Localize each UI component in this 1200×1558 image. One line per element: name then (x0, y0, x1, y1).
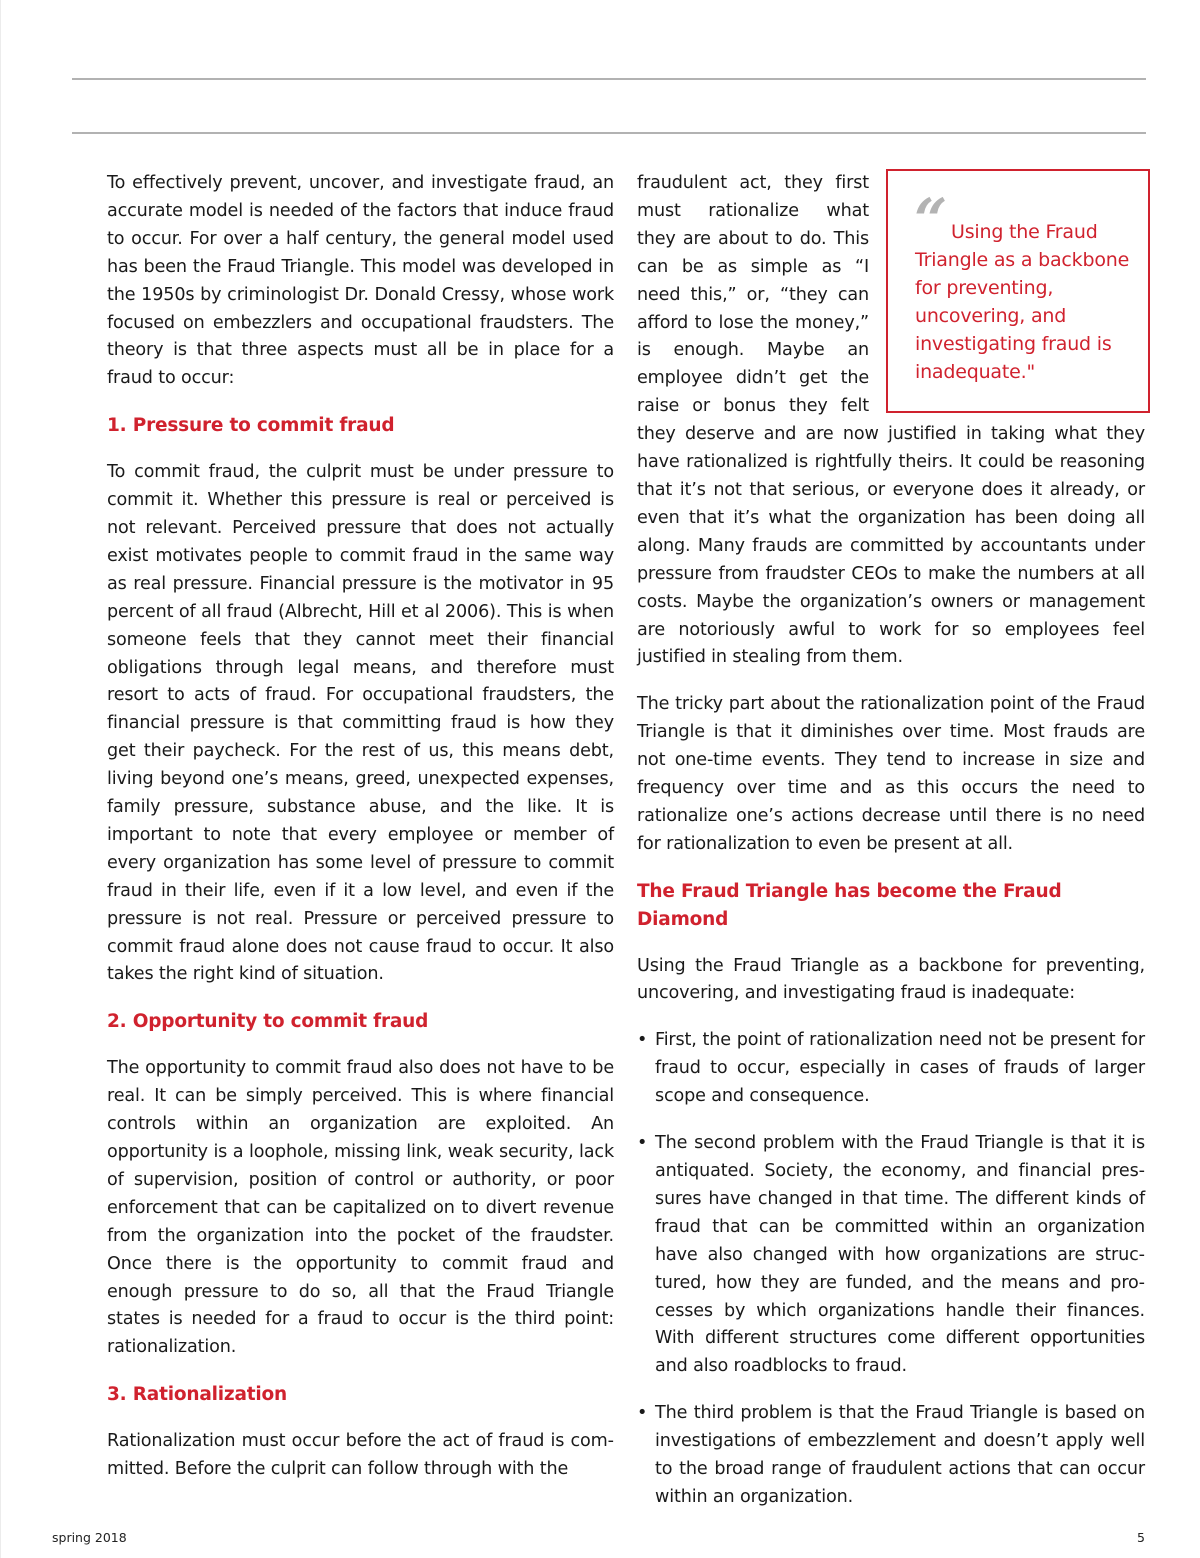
pull-quote-text (915, 218, 1137, 386)
list-item-text: The third problem is that the Fraud Triangle is based on investigations of embezzlement and doesn’t apply well to the broad range of fraudulent actions that can occur within an organization. (655, 1403, 1145, 1507)
section-heading-opportunity: 2. Opportunity to commit fraud (107, 1011, 429, 1033)
section-heading-fraud-diamond: The Fraud Triangle has become the Fraud Diamond (637, 880, 1062, 930)
list-item (637, 1400, 1145, 1512)
bullet-icon: • (637, 1403, 648, 1424)
list-item (637, 1130, 1145, 1381)
page-edge (0, 0, 1, 1558)
pressure-paragraph: To commit fraud, the culprit must be under pressure to commit it. Whether this pressure is real or perceived is not relevant. Perceived pressure that does not actually exist motivates people to commit fraud in the same way as real pressure. Financial pressure is the motivator in 95 percent of all fraud (Albrecht, Hill et al 2006). This is when someone feels that they cannot meet their financial obligations through legal means, and therefore must resort to acts of fraud. For occupational fraudsters, the financial pressure is that committing fraud is how they get their paycheck. For the rest of us, this means debt, living beyond one’s means, greed, unexpected expenses, family pressure, substance abuse, and the like. It is important to note that every employee or member of every organization has some level of pressure to commit fraud in their life, even if it a low level, and even if the pressure is not real. Pressure or perceived pressure to commit fraud alone does not cause fraud to occur. It also takes the right kind of situation. (107, 462, 614, 985)
left-column (107, 170, 614, 1484)
list-item-text: First, the point of rationalization need not be present for fraud to occur, especially in cases of frauds of larger scope and consequence. (655, 1030, 1145, 1107)
opportunity-paragraph: The opportunity to commit fraud also does not have to be real. It can be simply perceived. This is where financial controls within an organization are exploited. An opportunity is a loophole, missing link, weak security, lack of supervision, position of control or authority, or poor enforcement that can be capitalized on to divert revenue from the organization into the pocket of the fraudster. Once there is the opportunity to commit fraud and enough pressure to do so, all that the Fraud Triangle states is needed for a fraud to occur is the third point: rationalization. (107, 1058, 614, 1358)
rationalization-paragraph: Rationalization must occur before the act of fraud is committed. Before the culprit can follow through with the (107, 1431, 614, 1480)
rationalization-continued-paragraph: fraudulent act, they first must rationalize what they are about to do. This can be as simple as “I need this,” or, “they can afford to lose the money,” is enough. Maybe an employee didn’t get the raise or bonus they felt they deserve and are now justified in taking what they have rationalized is rightfully theirs. It could be reasoning that it’s not that serious, or everyone does it already, or even that it’s what the organization has been doing all along. Many frauds are committed by accountants under pressure from fraudster CEOs to make the numbers at all costs. Maybe the organization’s owners or management are notoriously awful to work for so employees feel justified in stealing from them. (637, 173, 1145, 668)
header-rule-top (72, 78, 1146, 80)
page-number: 5 (1137, 1530, 1145, 1545)
section-heading-rationalization: 3. Rationalization (107, 1384, 288, 1406)
section-heading-pressure: 1. Pressure to commit fraud (107, 415, 395, 437)
bullet-icon: • (637, 1030, 648, 1051)
footer-issue: spring 2018 (52, 1530, 127, 1545)
problems-list (637, 1027, 1145, 1512)
quote-mark-icon: “ (914, 186, 942, 254)
intro-paragraph: To effectively prevent, uncover, and investigate fraud, an accurate model is needed of the factors that induce fraud to occur. For over a half century, the general model used has been the Fraud Triangle. This model was developed in the 1950s by criminologist Dr. Donald Cressy, whose work focused on embezzlers and occupational fraudsters. The theory is that three aspects must all be in place for a fraud to occur: (107, 173, 614, 389)
list-item (637, 1027, 1145, 1111)
header-rule-bottom (72, 132, 1146, 134)
bullet-icon: • (637, 1133, 648, 1154)
pull-quote-body: Using the Fraud Triangle as a backbone for preventing, uncovering, and investigating fraud is inadequate." (915, 221, 1130, 383)
fraud-diamond-intro: Using the Fraud Triangle as a backbone for preventing, uncovering, and investigating fraud is inadequate: (637, 955, 1145, 1004)
tricky-part-paragraph: The tricky part about the rationalization point of the Fraud Triangle is that it diminishes over time. Most frauds are not one-time events. They tend to increase in size and frequency over time and as this occurs the need to rationalize one’s actions decrease until there is no need for rationalization to even be present at all. (637, 694, 1145, 854)
list-item-text: The second problem with the Fraud Triangle is that it is antiquated. Society, the economy, and financial pressures have changed in that time. The different kinds of fraud that can be committed within an organization have also changed with how organizations are structured, how they are funded, and the means and processes by which organizations handle their finances. With different structures come different opportunities and also roadblocks to fraud. (655, 1133, 1145, 1377)
pull-quote-box (886, 169, 1150, 413)
